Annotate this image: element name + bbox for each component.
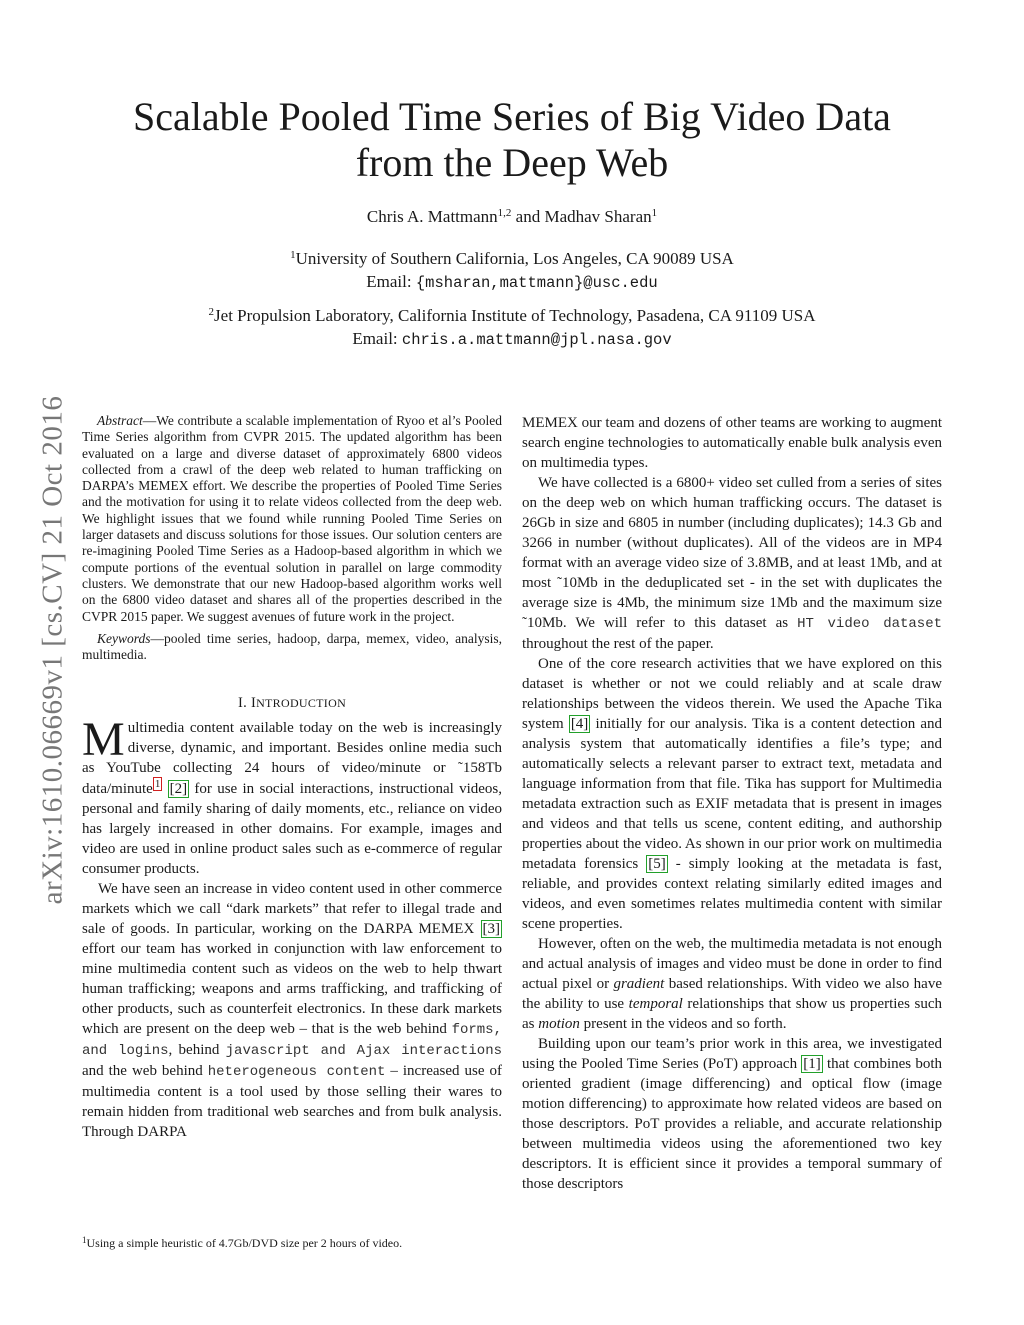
affiliation-1-email[interactable]: {msharan,mattmann}@usc.edu [415,274,658,292]
intro-p2-text-a: We have seen an increase in video content used in other commerce markets which we call “dark markets” that refer to illegal trade and sale of goods. In particular, working on the DARPA MEMEX [82,881,502,938]
right-p4-text-c: relationships that show us properties such as [522,996,942,1032]
affiliation-1-marker: 1 [290,249,296,261]
intro-p2-text-e: – increased use of multimedia content is a tool used by those selling their wares to remain hidden from traditional web searches and from bulk analysis. Through DARPA [82,1063,502,1141]
inline-code: javascript and Ajax interactions [225,1043,503,1060]
affiliation-1-text: University of Southern California, Los Angeles, CA 90089 USA [295,249,734,268]
right-p4-text-d: present in the videos and so forth. [579,1016,787,1032]
keywords-text: —pooled time series, hadoop, darpa, memex, video, analysis, multimedia. [82,630,502,663]
right-p3-text-c: - simply looking at the metadata is fast, reliable, and provides context relating similarly edited images and videos, and even sometimes relates multimedia content with similar scene properties. [522,856,942,932]
affiliation-2-text: Jet Propulsion Laboratory, California Institute of Technology, Pasadena, CA 91109 USA [214,306,816,325]
affiliation-2-marker: 2 [208,306,215,318]
author-1-affiliation-marker: 1,2 [497,207,512,219]
paper-title [80,94,944,186]
footnote-text: Using a simple heuristic of 4.7Gb/DVD size per 2 hours of video. [86,1236,403,1250]
right-p5-text-b: that combines both oriented gradient (image differencing) and optical flow (image motion differencing) to approximate how related videos are based on those descriptors. PoT provides a reliable, and accurate relationship between multimedia videos using the aforementioned two key descriptors. It is efficient since it provides a temporal summary of those descriptors [522,1056,942,1192]
intro-p2-text-d: and the web behind [82,1063,208,1080]
section-title-initial: I [250,695,257,712]
citation-link[interactable]: [1] [803,1056,821,1072]
section-number: I. [237,695,247,712]
right-paragraph-1: MEMEX our team and dozens of other teams are working to augment search engine technologies to automatically enable bulk analysis even on multimedia types. [522,415,942,471]
affiliation-jpl [0,304,1024,352]
inline-code: forms, and logins [82,1022,502,1060]
right-p4-text-b: based relationships. With video we also have the ability to use [522,976,942,1012]
right-p3-text-a: One of the core research activities that we have explored on this dataset is whether or not we could reliably and at scale draw relationships between the videos therein. We used the Apache Tika system [522,656,942,732]
emphasis: motion [538,1016,580,1032]
right-p5-text-a: Building upon our team’s prior work in this area, we investigated using the Pooled Time Series (PoT) approach [522,1036,942,1072]
intro-paragraph-2 [82,879,502,1142]
right-paragraph-4 [522,934,942,1034]
emphasis: gradient [613,976,665,992]
keywords [82,631,502,664]
abstract-text: —We contribute a scalable implementation of Ryoo et al’s Pooled Time Series algorithm from CVPR 2015. The updated algorithm has been evaluated on a large and diverse dataset of approximately 6800 videos collected from a crawl of the deep web related to human trafficking on DARPA’s MEMEX effort. We describe the properties of Pooled Time Series and the motivation for using it to relate videos collected from the deep web. We highlight issues that we found while running Pooled Time Series on larger datasets and discuss solutions for those issues. Our solution centers are re-imagining Pooled Time Series as a Hadoop-based algorithm in which we compute portions of the eventual solution in parallel on large commodity clusters. We demonstrate that our new Hadoop-based algorithm works well on the 6800 video dataset and shares all of the properties described in the CVPR 2015 paper. We suggest avenues of future work in the project. [82,413,502,624]
drop-cap: M [82,713,125,767]
footnote-reference[interactable]: 1 [154,778,161,791]
right-p2-text-b: throughout the rest of the paper. [522,636,714,652]
inline-code: HT video dataset [797,616,943,632]
affiliation-usc [0,247,1024,295]
right-paragraph-5 [522,1034,942,1194]
right-p4-text-a: However, often on the web, the multimedia metadata is not enough and actual analysis of images and video must be done in order to find actual pixel or [522,936,942,992]
section-title-rest: NTRODUCTION [256,696,347,711]
citation-link[interactable]: [2] [169,781,188,798]
citation-link[interactable]: [4] [570,716,589,732]
arxiv-identifier[interactable]: arXiv:1610.06669v1 [cs.CV] 21 Oct 2016 [36,395,69,905]
author-1: Chris A. Mattmann [366,207,498,226]
footnote-marker: 1 [82,1235,87,1245]
left-column [82,413,502,1142]
arxiv-sidebar [28,350,78,950]
right-p2-text-a: We have collected is a 6800+ video set culled from a series of sites on the deep web on which human trafficking occurs. The dataset is 26Gb in size and 6805 in number (including duplicates); 14.3 Gb and 3266 in number (without duplicates). All of the videos are in MP4 format with an average video size of 3.8MB, and at least 1Mb, and at most ˜10Mb in the deduplicated set - in the set with duplicates the average size is 4Mb, the minimum size 1Mb and the maximum size ˜10Mb. We will refer to this dataset as [522,475,942,631]
right-paragraph-3 [522,654,942,934]
affiliation-2-email-label: Email: [352,329,398,348]
title-line-2: from the Deep Web [355,140,669,185]
citation-link[interactable]: [5] [648,856,666,872]
author-list [0,206,1024,228]
citation-link[interactable]: [3] [482,921,500,938]
right-p3-text-b: initially for our analysis. Tika is a content detection and analysis system that automatically identifies a file’s type; and automatically selects a relevant parser to extract text, metadata and language information from that file. Tika has support for Multimedia metadata extraction such as EXIF metadata that is present in images and videos and that tells us scene, content editing, and authorship properties about the video. As shown in our prior work on multimedia metadata forensics [522,716,943,872]
author-2-affiliation-marker: 1 [651,207,658,219]
intro-p2-text-b: effort our team has worked in conjunction with law enforcement to mine multimedia content such as videos on the web to help thwart human trafficking; weapons and arms trafficking, and trafficking of other products, such as counterfeit electronics. In these dark markets which are present on the deep web – that is the web behind [82,941,502,1038]
intro-p1-text-a: ultimedia content available today on the web is increasingly diverse, dynamic, and important. Besides online media such as YouTube collecting 24 hours of video/minute or ˜158Tb data/minute [82,720,502,798]
abstract [82,413,502,625]
section-heading-introduction [82,695,502,712]
affiliation-2-email[interactable]: chris.a.mattmann@jpl.nasa.gov [401,331,672,349]
right-paragraph-2 [522,473,942,654]
intro-p1-text-b: for use in social interactions, instructional videos, personal and family sharing of daily moments, etc., reliance on video has largely increased in other domains. For example, images and video are used in online product sales such as e-commerce of regular consumer products. [82,781,503,878]
emphasis: temporal [628,996,683,1012]
intro-paragraph-1 [82,713,503,879]
abstract-label: Abstract [97,413,143,428]
inline-code: heterogeneous content [207,1064,386,1081]
intro-p2-text-c: , behind [168,1042,226,1059]
affiliation-1-email-label: Email: [366,272,412,291]
title-line-1: Scalable Pooled Time Series of Big Video Data [133,94,891,139]
author-2: and Madhav Sharan [515,207,652,226]
right-column [522,413,942,1194]
footnote [82,1236,502,1251]
keywords-label: Keywords [97,630,151,646]
